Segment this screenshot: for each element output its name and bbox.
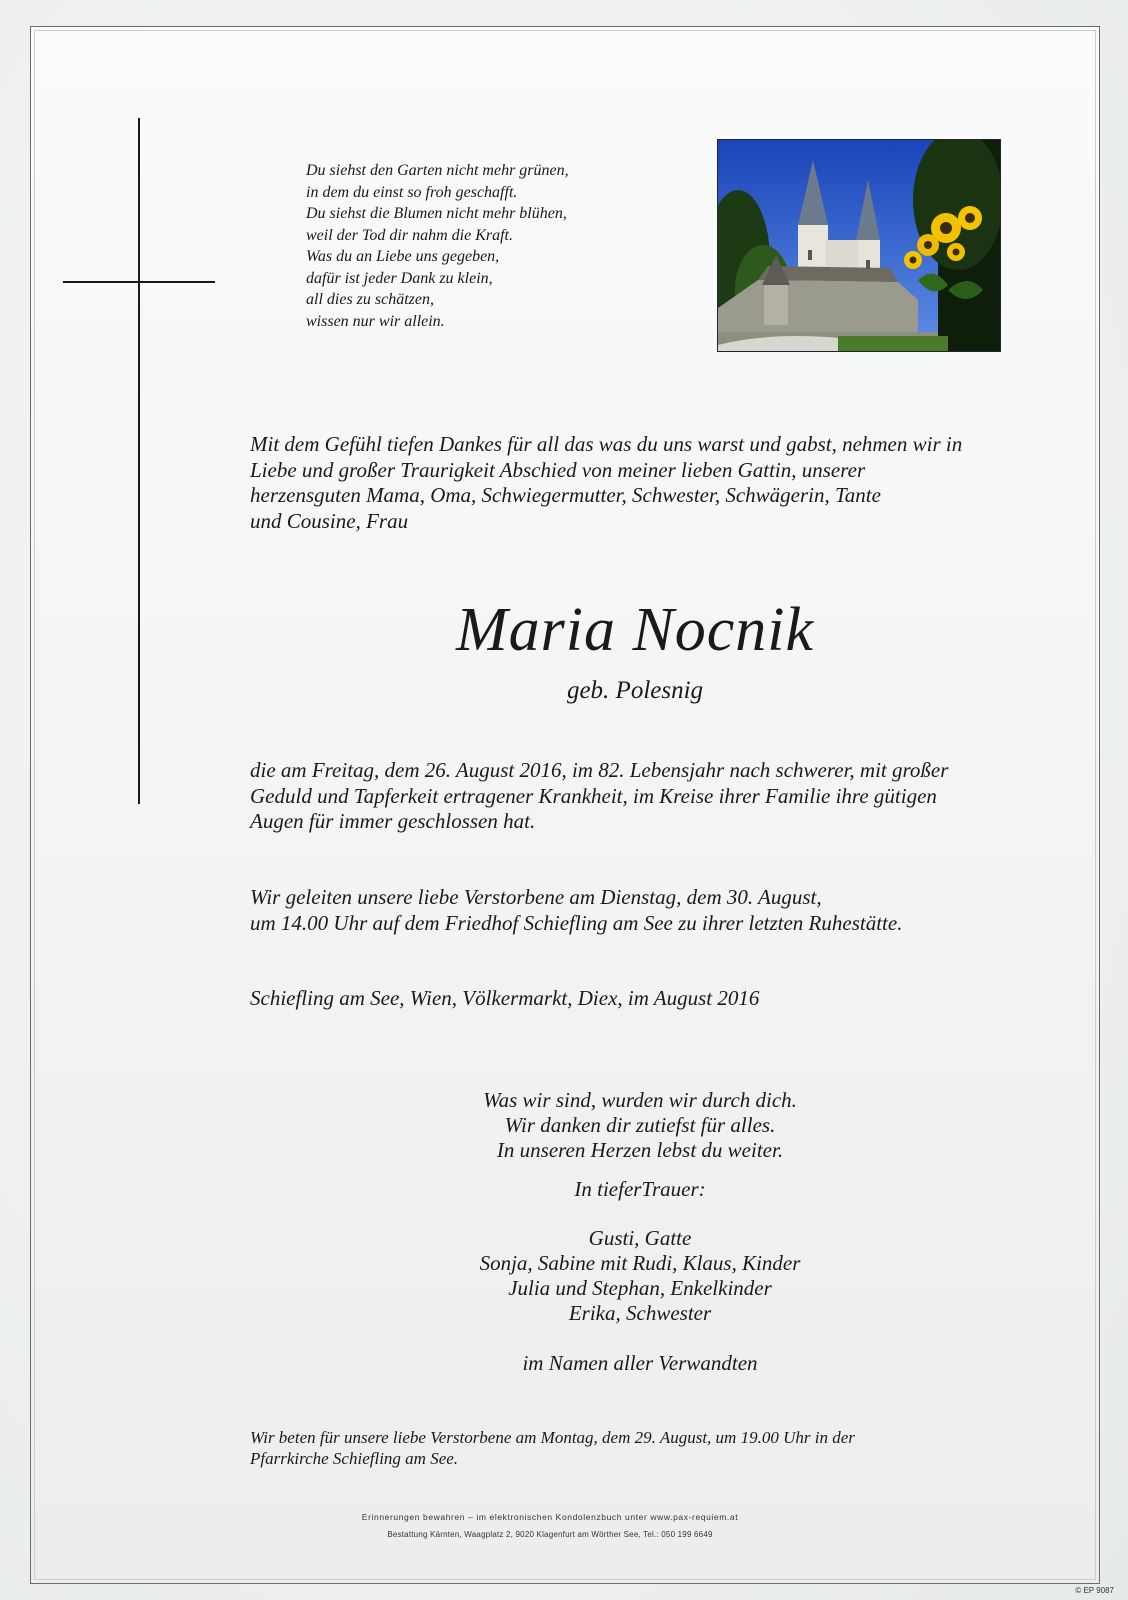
cross-vertical-bar — [138, 118, 140, 804]
cross-horizontal-bar — [63, 281, 215, 283]
church-photo — [717, 139, 1001, 352]
intro-line: Liebe und großer Traurigkeit Abschied von meiner lieben Gattin, unserer — [250, 457, 866, 482]
church-photo-illustration — [718, 140, 1000, 351]
rosary-line: Wir beten für unsere liebe Verstorbene am Montag, dem 29. August, um 19.00 Uhr in der — [250, 1428, 855, 1447]
mourner: Gusti, Gatte — [588, 1226, 692, 1250]
poem-line: all dies zu schätzen, — [306, 291, 434, 308]
death-notice-line: die am Freitag, dem 26. August 2016, im 82. Lebensjahr nach schwerer, mit großer — [250, 758, 949, 782]
death-notice-line: Geduld und Tapferkeit ertragener Krankheit, im Kreise ihrer Familie ihre gütigen — [250, 783, 937, 808]
poem — [306, 160, 646, 332]
footer-condolence-link: Erinnerungen bewahren – im elektronischen Kondolenzbuch unter www.pax-requiem.at — [361, 1512, 739, 1522]
intro-line: und Cousine, Frau — [250, 508, 409, 533]
funeral-notice — [250, 884, 1070, 936]
intro-line: herzensguten Mama, Oma, Schwiegermutter, Schwester, Schwägerin, Tante — [250, 483, 881, 507]
funeral-line: um 14.00 Uhr auf dem Friedhof Schiefling am See zu ihrer letzten Ruhestätte. — [250, 911, 903, 935]
introduction-text — [250, 432, 1050, 534]
poem-line: in dem du einst so froh geschafft. — [306, 183, 518, 201]
maiden-name: geb. Polesnig — [566, 677, 704, 704]
mourner: Erika, Schwester — [568, 1301, 712, 1325]
footer-funeral-home: Bestattung Kärnten, Waagplatz 2, 9020 Klagenfurt am Wörther See, Tel.: 050 199 6649 — [387, 1530, 713, 1539]
poem-line: wissen nur wir allein. — [306, 312, 445, 330]
mourners-list — [380, 1226, 900, 1326]
closing-line: Wir danken dir zutiefst für alles. — [504, 1113, 776, 1137]
rosary-line: Pfarrkirche Schiefling am See. — [250, 1449, 459, 1468]
deceased-name: Maria Nocnik — [455, 596, 815, 664]
funeral-line: Wir geleiten unsere liebe Verstorbene am Dienstag, dem 30. August, — [250, 885, 822, 909]
poem-line: Du siehst den Garten nicht mehr grünen, — [306, 162, 569, 179]
poem-line: dafür ist jeder Dank zu klein, — [306, 269, 493, 287]
relatives-line: im Namen aller Verwandten — [522, 1351, 758, 1375]
mourning-label: In tieferTrauer: — [574, 1177, 706, 1201]
poem-line: weil der Tod dir nahm die Kraft. — [306, 226, 513, 244]
death-notice-line: Augen für immer geschlossen hat. — [250, 809, 536, 833]
rosary-notice — [250, 1427, 1070, 1469]
closing-verse — [380, 1088, 900, 1163]
poem-line: Du siehst die Blumen nicht mehr blühen, — [306, 205, 567, 222]
death-notice — [250, 758, 1070, 835]
poem-line: Was du an Liebe uns gegeben, — [306, 248, 500, 265]
print-code: © EP 9087 — [1075, 1586, 1114, 1595]
closing-line: Was wir sind, wurden wir durch dich. — [483, 1088, 797, 1112]
closing-line: In unseren Herzen lebst du weiter. — [496, 1138, 784, 1162]
mourner: Julia und Stephan, Enkelkinder — [508, 1276, 772, 1300]
intro-line: Mit dem Gefühl tiefen Dankes für all das was du uns warst und gabst, nehmen wir in — [250, 432, 963, 456]
place-and-date: Schiefling am See, Wien, Völkermarkt, Diex, im August 2016 — [250, 986, 760, 1010]
mourner: Sonja, Sabine mit Rudi, Klaus, Kinder — [479, 1251, 801, 1275]
